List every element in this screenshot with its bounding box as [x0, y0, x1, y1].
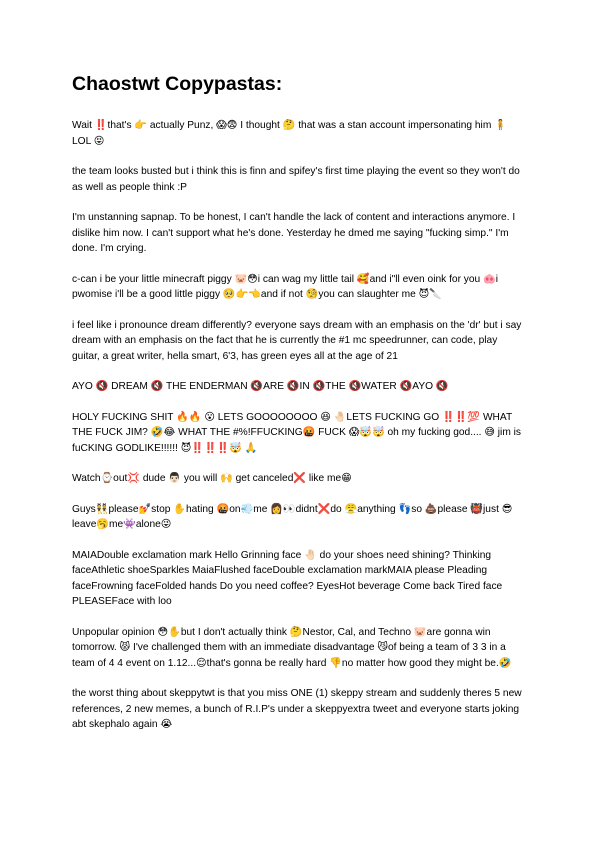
- paragraph-skeppy: the worst thing about skeppytwt is that you miss ONE (1) skeppy stream and suddenly theres 5 new references, 2 new memes, a bunch of R.I.P's under a skeppyextra tweet and everyone starts joking abt skephalo again 😭: [72, 688, 522, 730]
- paragraph-watch: Watch⌚out💢 dude 👨🏻 you will 🙌 get canceled❌ like me😁: [72, 473, 352, 484]
- paragraph-ayo: AYO 🔇 DREAM 🔇 THE ENDERMAN 🔇ARE 🔇IN 🔇THE 🔇WATER 🔇AYO 🔇: [72, 381, 449, 392]
- paragraph-punz: Wait ‼️that's 👉 actually Punz, 😱😨 I thought 🤔 that was a stan account impersonating him 🧍LOL 😝: [72, 120, 507, 147]
- paragraph-team: the team looks busted but i think this is finn and spifey's first time playing the event so they won't do as well as people think :P: [72, 166, 520, 193]
- page-title: Chaostwt Copypastas:: [72, 73, 283, 95]
- paragraph-unpopular: Unpopular opinion 😳✋but I don't actually think 🤔Nestor, Cal, and Techno 🐷are gonna win tomorrow. 😾 I've challenged them with an immediate disadvantage 😼of being a team of 3 3 in a team of 4 4 event on 1.12...😌that's gonna be really hard 👎no matter how good they might be.🤣: [72, 626, 512, 669]
- paragraph-maia: MAIADouble exclamation mark Hello Grinning face 🤚🏻 do your shoes need shining? Thinking faceAthletic shoeSparkles MaiaFlushed faceDouble exclamation markMAIA please Pleading faceFrowning faceFolded hands Do you need coffee? EyesHot beverage Come back Tired face PLEASEFace with loo: [72, 549, 503, 607]
- paragraph-sapnap: I'm unstanning sapnap. To be honest, I can't handle the lack of content and interactions anymore. I dislike him now. I can't support what he's done. Yesterday he dmed me saying "fucking simp." I'm done. I'm crying.: [72, 212, 516, 254]
- paragraph-holy: HOLY FUCKING SHIT 🔥🔥 😮 LETS GOOOOOOOO 😆 🤚🏻LETS FUCKING GO ‼️‼️💯 WHAT THE FUCK JIM? 🤣😂 WHAT THE #%!FFUCKING🤬 FUCK 😱🤯🤯 oh my fucking god.... 😅 jim is fuCKING GODLIKE!!!!!! 😈‼️‼️‼️🤯 🙏: [72, 411, 521, 454]
- paragraph-dream: i feel like i pronounce dream differently? everyone says dream with an emphasis on the 'dr' but i say dream with an emphasis on the fact that he is currently the #1 mc speedrunner, can code, play guitar, a great writer, hella smart, 6'3, has green eyes all at the age of 21: [72, 319, 522, 362]
- paragraph-guys: Guys👯please💅stop ✋hating 🤬on💨me 👩👀didnt❌do 😤anything 👣so 💩please 👹just 😎leave🥱me👾alone😜: [72, 503, 513, 530]
- paragraph-piggy: c-can i be your little minecraft piggy 🐷😳i can wag my little tail 🥰and i"ll even oink for you 🐽i pwomise i'll be a good little piggy 🥺👉👈and if not 🧐you can slaughter me 😈🔪: [72, 273, 498, 300]
